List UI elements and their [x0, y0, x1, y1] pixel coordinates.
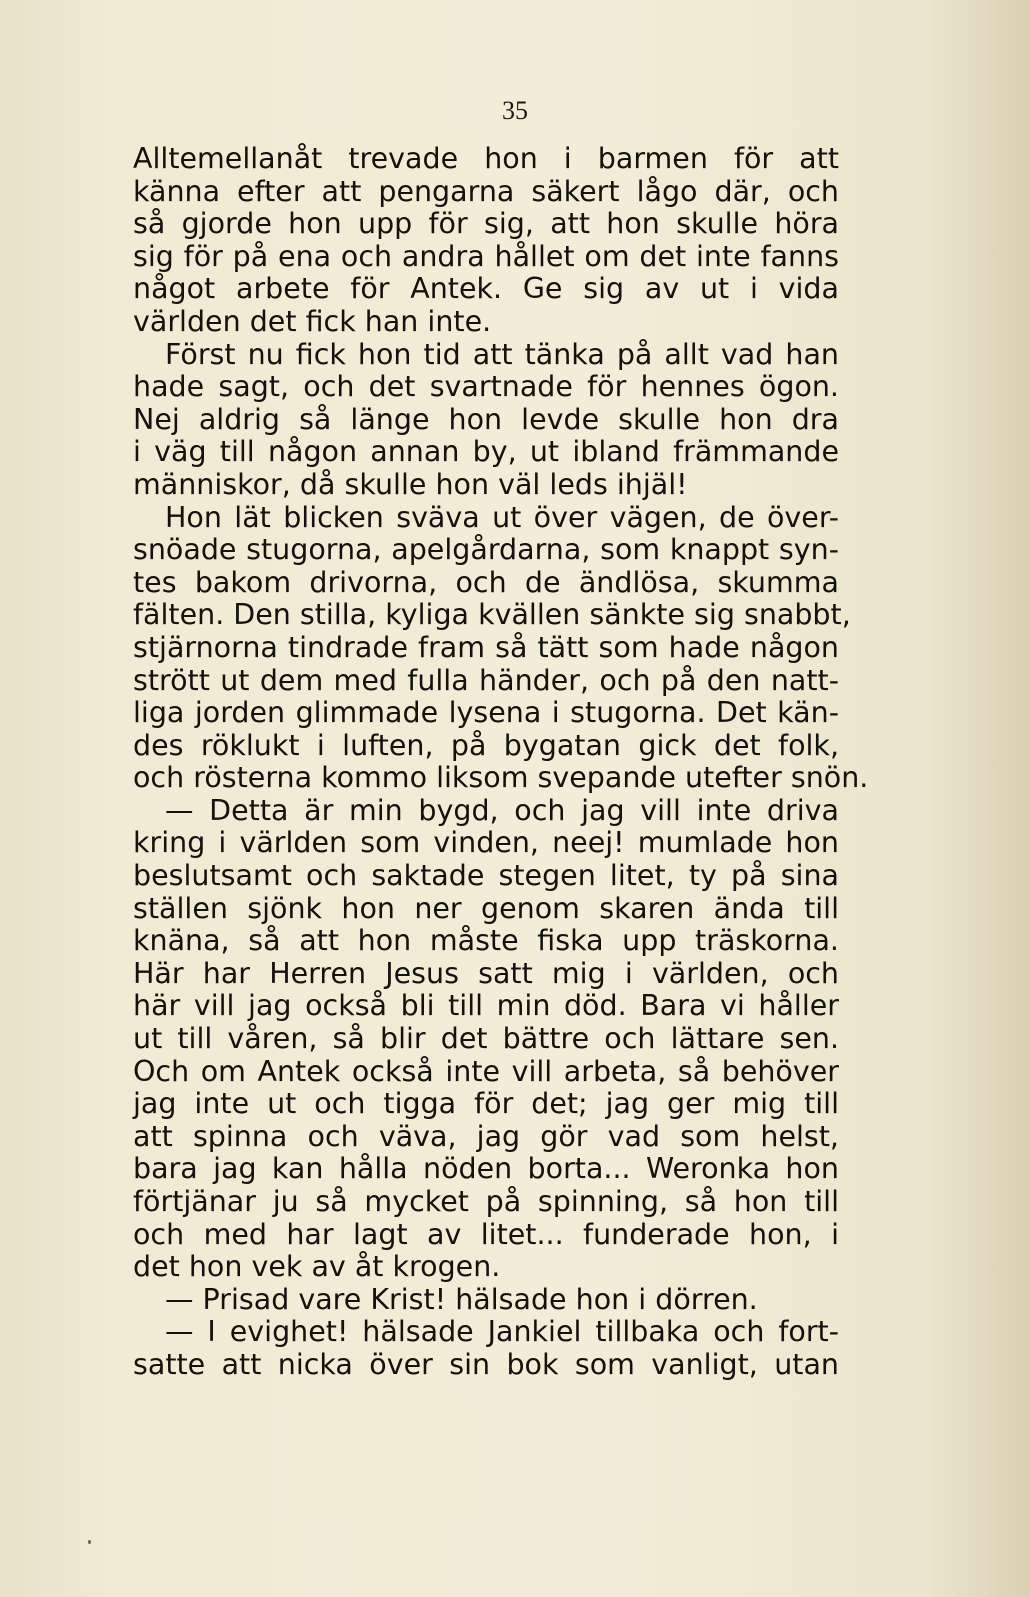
text-line: — I evighet! hälsade Jankiel tillbaka och fort-: [165, 1315, 839, 1349]
body-text: [133, 142, 869, 1382]
text-line: — Detta är min bygd, och jag vill inte driva: [165, 793, 839, 827]
text-line: Och om Antek också inte vill arbeta, så behöver: [133, 1054, 839, 1088]
text-line: att spinna och väva, jag gör vad som helst,: [133, 1119, 839, 1153]
text-line: världen det fick han inte.: [133, 304, 492, 338]
page-number: 35: [502, 96, 528, 125]
text-line: liga jorden glimmade lysena i stugorna. Det kän-: [133, 696, 839, 730]
text-line: stjärnorna tindrade fram så tätt som hade någon: [133, 630, 839, 664]
text-line: i väg till någon annan by, ut ibland främmande: [133, 435, 839, 469]
text-line: strött ut dem med fulla händer, och på den natt-: [133, 663, 839, 697]
text-line: knäna, så att hon måste fiska upp träskorna.: [133, 924, 839, 958]
text-line: Hon lät blicken sväva ut över vägen, de över-: [165, 500, 839, 534]
text-line: sig för på ena och andra hållet om det inte fanns: [133, 239, 839, 273]
text-line: något arbete för Antek. Ge sig av ut i vida: [133, 272, 839, 306]
text-line: hade sagt, och det svartnade för hennes ögon.: [133, 370, 839, 404]
text-line: Alltemellanåt trevade hon i barmen för att: [133, 142, 839, 175]
paper-speck: [88, 1540, 91, 1544]
text-line: Här har Herren Jesus satt mig i världen, och: [133, 956, 839, 990]
text-line: jag inte ut och tigga för det; jag ger mig till: [133, 1087, 839, 1121]
text-line: tes bakom drivorna, och de ändlösa, skumma: [133, 565, 839, 599]
text-line: — Prisad vare Krist! hälsade hon i dörren.: [165, 1282, 758, 1316]
text-line: här vill jag också bli till min död. Bara vi håller: [133, 989, 839, 1023]
text-line: bara jag kan hålla nöden borta... Weronka hon: [133, 1152, 839, 1186]
text-line: känna efter att pengarna säkert lågo där, och: [133, 174, 839, 208]
text-line: och rösterna kommo liksom svepande utefter snön.: [133, 761, 869, 795]
text-line: snöade stugorna, apelgårdarna, som knappt syn-: [133, 533, 839, 567]
text-line: och med har lagt av litet... funderade hon, i: [133, 1217, 839, 1251]
text-line: det hon vek av åt krogen.: [133, 1250, 501, 1284]
text-line: ut till våren, så blir det bättre och lättare sen.: [133, 1022, 839, 1056]
text-line: Först nu fick hon tid att tänka på allt vad han: [165, 337, 839, 371]
text-line: ställen sjönk hon ner genom skaren ända till: [133, 891, 839, 925]
text-line: Nej aldrig så länge hon levde skulle hon dra: [133, 402, 839, 436]
text-line: förtjänar ju så mycket på spinning, så hon till: [133, 1185, 839, 1218]
text-line: des röklukt i luften, på bygatan gick det folk,: [133, 728, 839, 762]
text-line: människor, då skulle hon väl leds ihjäl!: [133, 467, 688, 501]
text-line: fälten. Den stilla, kyliga kvällen sänkte sig snabbt,: [133, 598, 851, 632]
text-line: kring i världen som vinden, neej! mumlade hon: [133, 826, 839, 860]
text-line: beslutsamt och saktade stegen litet, ty på sina: [133, 859, 839, 893]
text-line: satte att nicka över sin bok som vanligt, utan: [133, 1347, 839, 1381]
text-line: så gjorde hon upp för sig, att hon skulle höra: [133, 207, 839, 241]
